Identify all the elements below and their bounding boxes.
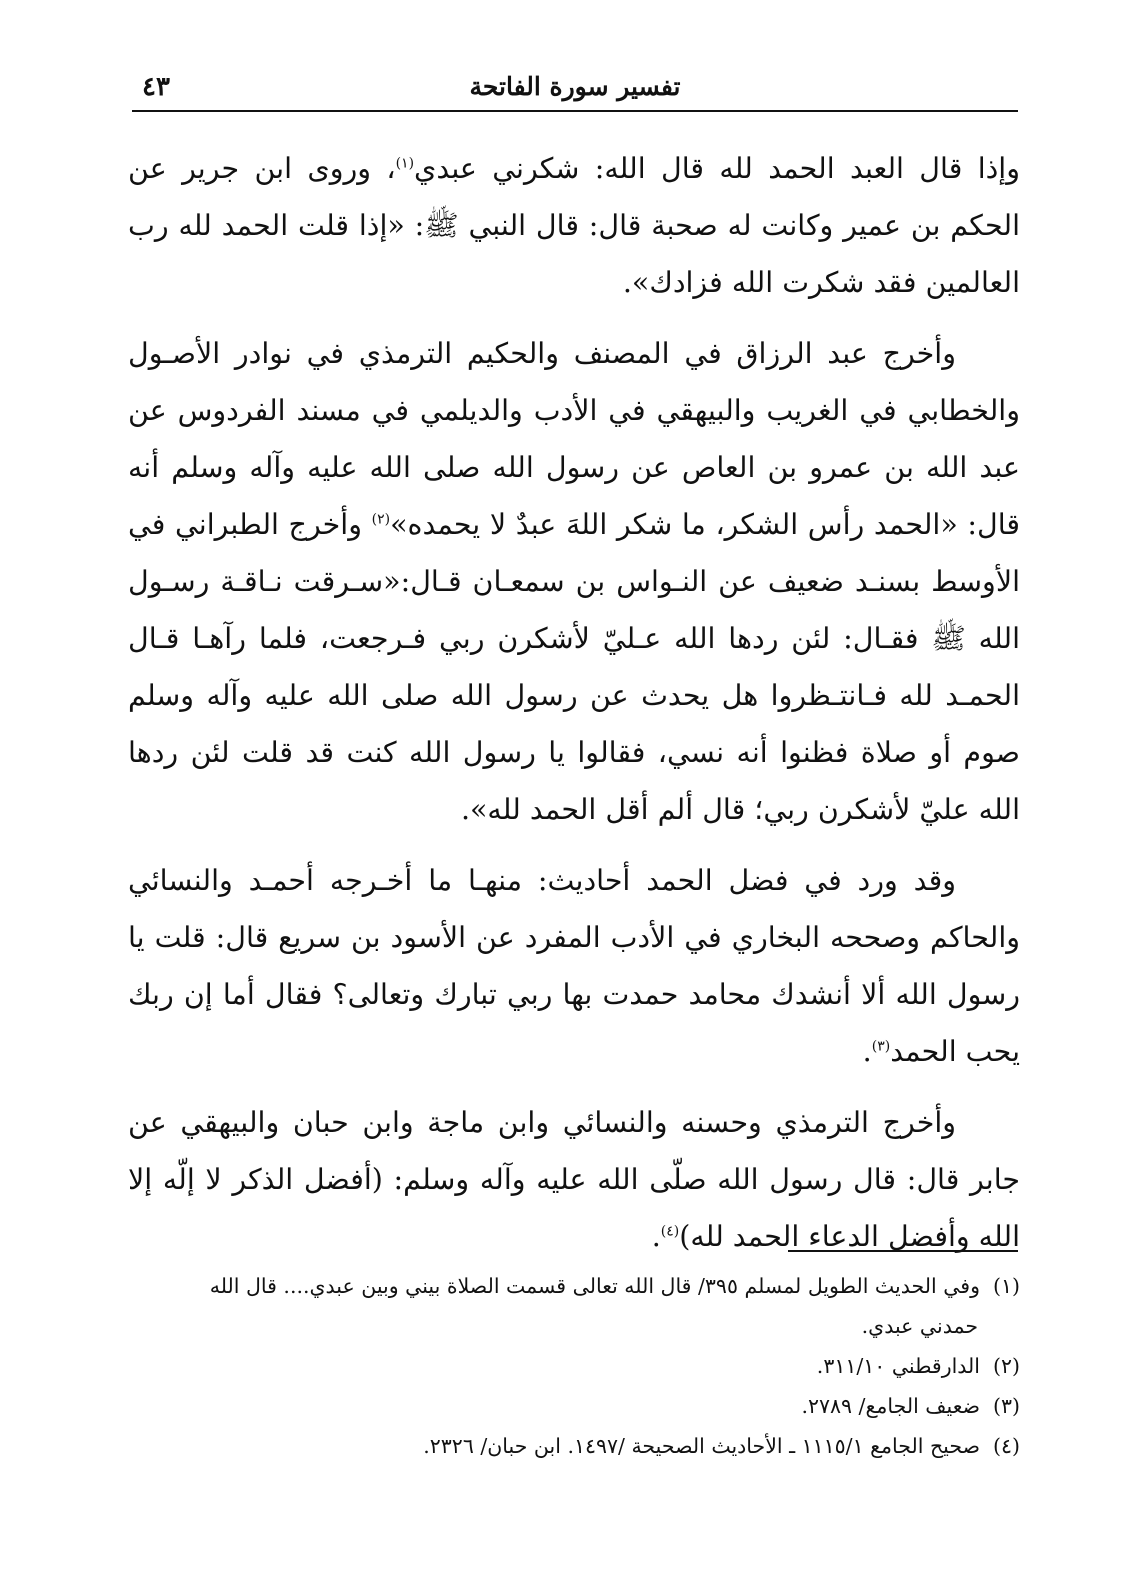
footnote-continuation: حمدني عبدي. (861, 1314, 978, 1338)
footnote-item (130, 1266, 1020, 1306)
paragraph-text: وأخرج الترمذي وحسنه والنسائي وابن ماجة وابن حبان والبيهقي عن جابر قال: قال رسول الله صلّى الله عليه وآله وسلم: (أفضل الذكر لا إلّه إلا الله وأفضل الدعاء الحمد لله) (128, 1106, 1020, 1253)
page-number: ٤٣ (142, 72, 170, 102)
paragraph (128, 140, 1020, 311)
footnote-text: ضعيف الجامع/ ٢٧٨٩. (801, 1394, 980, 1418)
paragraph-text: . (651, 1220, 661, 1253)
footnotes (130, 1266, 1020, 1466)
paragraph-text: وأخرج الطبراني في الأوسط بسنـد ضعيف عن النـواس بن سمعـان قـال:«سـرقت نـاقـة رسـول الله ﷺ فقـال: لئن ردها الله عـليّ لأشكرن ربي فـرجعت، فلما رآهـا قـال الحمـد لله فـانتـظروا هل يحدث عن رسول الله صلى الله عليه وآله وسلم صوم أو صلاة فظنوا أنه نسي، فقالوا يا رسول الله كنت قد قلت لئن ردها الله عليّ لأشكرن ربي؛ قال ألم أقل الحمد لله». (128, 508, 1020, 826)
main-text (128, 140, 1020, 1279)
paragraph (128, 852, 1020, 1080)
paragraph-text: وأخرج عبد الرزاق في المصنف والحكيم الترمذي في نوادر الأصـول والخطابي في الغريب والبيهقي في الأدب والديلمي في مسند الفردوس عن عبد الله بن عمرو بن العاص عن رسول الله صلى الله عليه وآله وسلم أنه قال: «الحمد رأس الشكر، ما شكر اللهَ عبدٌ لا يحمده» (128, 337, 1021, 541)
footnote-text: صحيح الجامع ١١١٥/١ ـ الأحاديث الصحيحة /١٤٩٧. ابن حبان/ ٢٣٢٦. (423, 1434, 980, 1458)
paragraph-text: ، وروى ابن جرير عن الحكم بن عمير وكانت له صحبة قال: قال النبي ﷺ: «إذا قلت الحمد لله رب العالمين فقد شكرت الله فزادك». (128, 152, 1020, 299)
footnote-ref: (٤) (660, 1223, 680, 1240)
paragraph-text: . (862, 1035, 872, 1068)
paragraph-text: وإذا قال العبد الحمد لله قال الله: شكرني عبدي (414, 152, 1020, 185)
footnote-item (130, 1386, 1020, 1426)
footnote-number: (٤) (992, 1434, 1020, 1458)
footnote-ref: (٢) (371, 511, 391, 528)
footnote-divider (788, 1250, 1018, 1252)
footnote-text: الدارقطني ٣١١/١٠. (816, 1354, 980, 1378)
footnote-item (130, 1426, 1020, 1466)
paragraph-text: وقد ورد في فضل الحمد أحاديث: منهـا ما أخـرجه أحمـد والنسائي والحاكم وصححه البخاري في الأدب المفرد عن الأسود بن سريع قال: قلت يا رسول الله ألا أنشدك محامد حمدت بها ربي تبارك وتعالى؟ فقال أما إن ربك يحب الحمد (128, 864, 1020, 1068)
footnote-number: (١) (992, 1274, 1020, 1298)
footnote-number: (٣) (992, 1394, 1020, 1418)
footnote-item (130, 1346, 1020, 1386)
paragraph (128, 325, 1020, 838)
footnote-ref: (١) (395, 155, 415, 172)
footnote-text: وفي الحديث الطويل لمسلم ٣٩٥/ قال الله تعالى قسمت الصلاة بيني وبين عبدي.... قال الله (209, 1274, 980, 1298)
paragraph (128, 1094, 1020, 1265)
footnote-ref: (٣) (871, 1038, 891, 1055)
footnote-number: (٢) (992, 1354, 1020, 1378)
running-title: تفسير سورة الفاتحة (469, 72, 681, 101)
page-header (132, 70, 1018, 112)
